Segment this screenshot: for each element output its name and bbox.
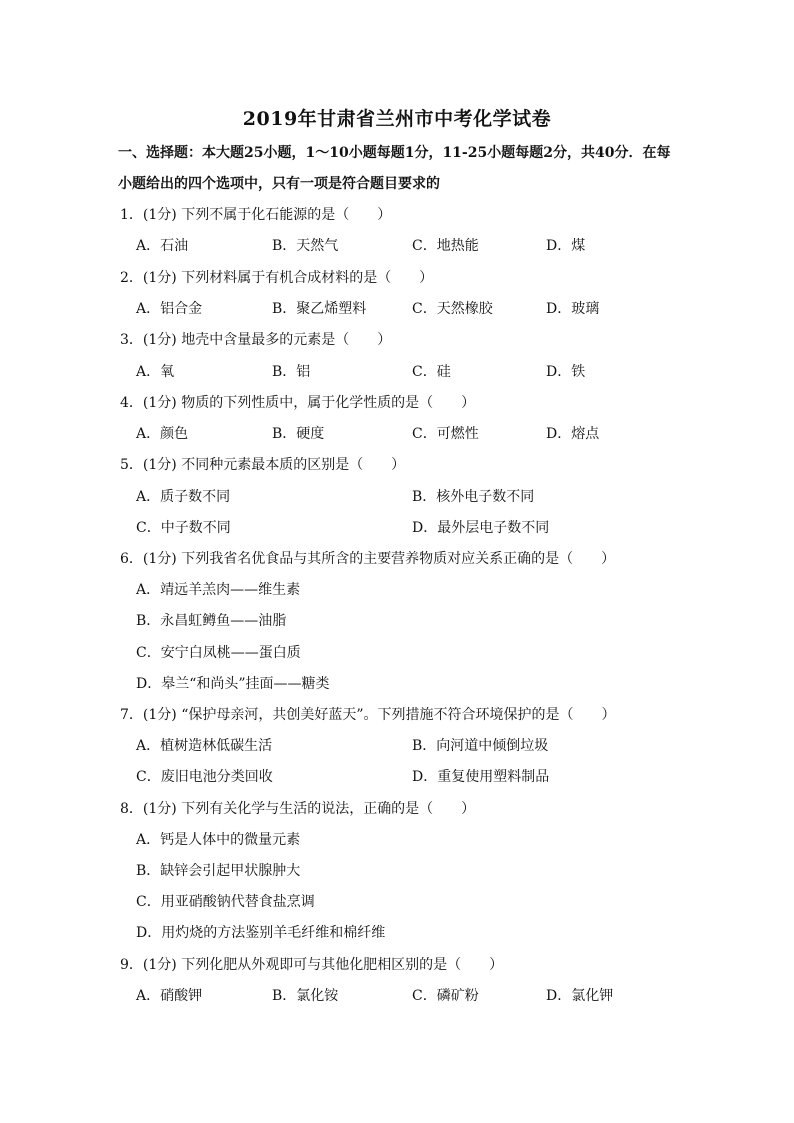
question-3-stem: 3．(1分) 地壳中含量最多的元素是（ ） [120,332,392,348]
section-heading-line-1: 一、选择题：本大题25小题，1～10小题每题1分，11-25小题每题2分，共40分．在每 [118,145,671,161]
question-8-stem: 8．(1分) 下列有关化学与生活的说法，正确的是（ ） [120,801,476,817]
question-4-option-d: D．熔点 [546,426,600,442]
question-9-option-b: B．氯化铵 [272,988,339,1004]
question-4-stem: 4．(1分) 物质的下列性质中，属于化学性质的是（ ） [120,395,476,411]
question-3-option-b: B．铝 [272,364,311,380]
question-1-option-c: C．地热能 [412,238,479,254]
question-9-option-d: D．氯化钾 [546,988,614,1004]
question-2-option-a: A．铝合金 [136,301,203,317]
question-1-stem: 1．(1分) 下列不属于化石能源的是（ ） [120,207,392,223]
question-8-option-b: B．缺锌会引起甲状腺肿大 [136,863,301,879]
question-3-option-a: A．氧 [136,364,175,380]
question-3-option-c: C．硅 [412,364,451,380]
question-7-option-a: A．植树造林低碳生活 [136,738,273,754]
question-5-stem: 5．(1分) 不同种元素最本质的区别是（ ） [120,457,406,473]
question-6-option-a: A．靖远羊羔肉——维生素 [136,582,301,598]
question-6-option-b: B．永昌虹鳟鱼——油脂 [136,613,287,629]
question-4-option-a: A．颜色 [136,426,189,442]
question-4-option-b: B．硬度 [272,426,325,442]
question-5-option-b: B．核外电子数不同 [412,489,535,505]
question-9-option-a: A．硝酸钾 [136,988,203,1004]
question-9-stem: 9．(1分) 下列化肥从外观即可与其他化肥相区别的是（ ） [120,957,504,973]
page-title: 2019年甘肃省兰州市中考化学试卷 [242,108,552,130]
question-7-option-d: D．重复使用塑料制品 [412,769,550,785]
question-4-option-c: C．可燃性 [412,426,479,442]
question-1-option-a: A．石油 [136,238,189,254]
question-2-option-b: B．聚乙烯塑料 [272,301,367,317]
question-8-option-a: A．钙是人体中的微量元素 [136,832,301,848]
question-8-option-c: C．用亚硝酸钠代替食盐烹调 [136,894,315,910]
section-heading [118,138,698,200]
question-9-option-c: C．磷矿粉 [412,988,479,1004]
question-7-option-b: B．向河道中倾倒垃圾 [412,738,549,754]
question-3-option-d: D．铁 [546,364,586,380]
question-8-option-d: D．用灼烧的方法鉴别羊毛纤维和棉纤维 [136,925,386,941]
question-7-stem: 7．(1分) “保护母亲河，共创美好蓝天”。下列措施不符合环境保护的是（ ） [120,707,616,723]
question-5-option-c: C．中子数不同 [136,520,231,536]
section-heading-line-2: 小题给出的四个选项中，只有一项是符合题目要求的 [118,176,440,192]
question-2-option-c: C．天然橡胶 [412,301,493,317]
question-5-option-a: A．质子数不同 [136,489,231,505]
question-6-option-d: D．皋兰“和尚头”挂面——糖类 [136,676,330,692]
question-2-stem: 2．(1分) 下列材料属于有机合成材料的是（ ） [120,270,434,286]
question-1-option-d: D．煤 [546,238,586,254]
question-1-option-b: B．天然气 [272,238,339,254]
question-6-stem: 6．(1分) 下列我省名优食品与其所含的主要营养物质对应关系正确的是（ ） [120,551,616,567]
question-5-option-d: D．最外层电子数不同 [412,520,550,536]
question-6-option-c: C．安宁白凤桃——蛋白质 [136,645,301,661]
question-2-option-d: D．玻璃 [546,301,600,317]
question-7-option-c: C．废旧电池分类回收 [136,769,273,785]
